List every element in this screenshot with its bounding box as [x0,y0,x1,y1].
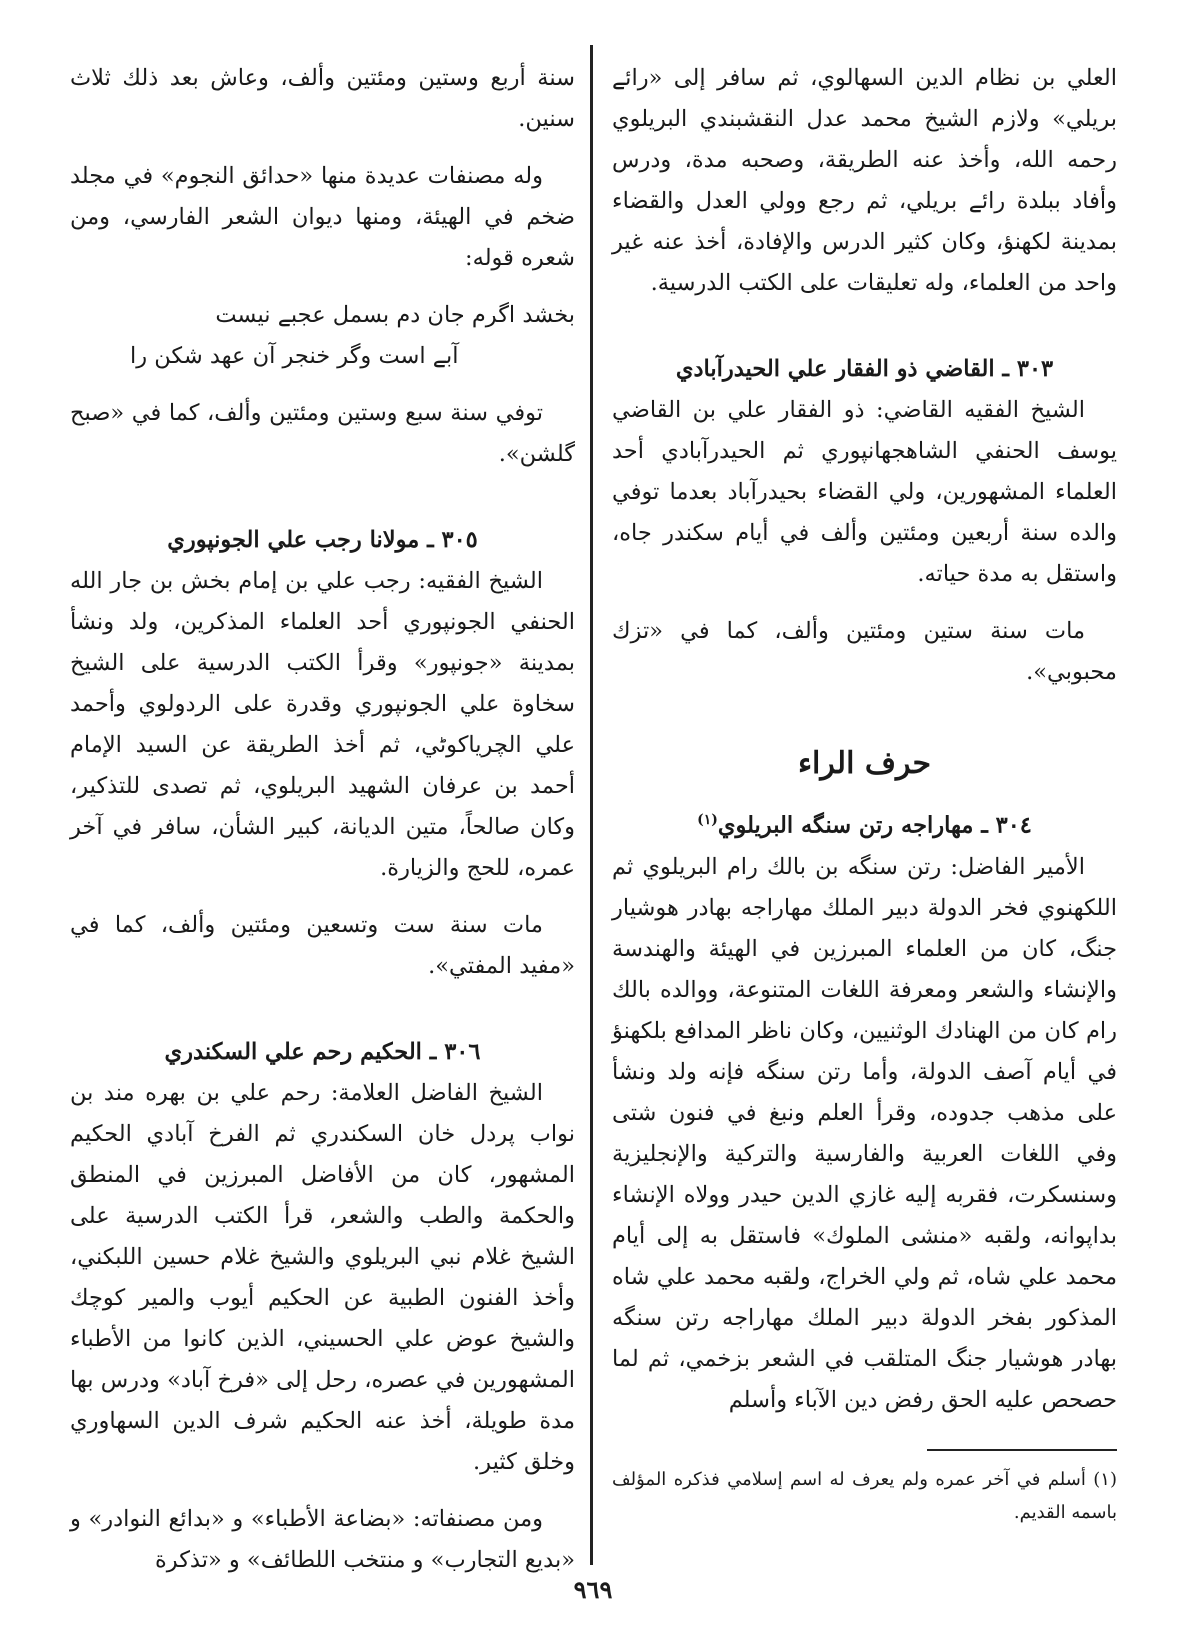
entry-heading-306: ٣٠٦ ـ الحكيم رحم علي السكندري [164,1039,481,1065]
paragraph: الأمير الفاضل: رتن سنگه بن بالك رام البريلوي ثم اللكهنوي فخر الدولة دبير الملك مهاراجه بهادر هوشيار جنگ، كان من العلماء المبرزين في الهيئة والهندسة والإنشاء والشعر ومعرفة اللغات المتنوعة، ووالده بالك رام كان من الهنادك الوثنيين، وكان ناظر المدافع بلكهنؤ في أيام آصف الدولة، وأما رتن سنگه فإنه ولد ونشأ على مذهب جدوده، وقرأ العلم ونبغ في فنون شتى وفي اللغات العربية والفارسية والتركية والإنجليزية وسنسكرت، فقربه إليه غازي الدين حيدر وولاه الإنشاء بداپوانه، ولقبه «منشى الملوك» فاستقل به إلى أيام محمد علي شاه، ثم ولي الخراج، ولقبه محمد علي شاه المذكور بفخر الدولة دبير الملك مهاراجه رتن سنگه بهادر هوشيار جنگ المتلقب في الشعر بزخمي، ثم لما حصحص عليه الحق رفض دين الآباء وأسلم [612,853,1117,1413]
poem [70,295,575,377]
entry-heading-303: ٣٠٣ ـ القاضي ذو الفقار علي الحيدرآبادي [675,356,1054,382]
chapter-heading: حرف الراء [797,746,932,781]
paragraph: العلي بن نظام الدين السهالوي، ثم سافر إلى «رائے بريلي» ولازم الشيخ محمد عدل النقشبندي البريلوي رحمه الله، وأخذ عنه الطريقة، وصحبه مدة، ودرس وأفاد ببلدة رائے بريلي، ثم رجع وولي العدل والقضاء بمدينة لكهنؤ، وكان كثير الدرس والإفادة، أخذ عنه غير واحد من العلماء، وله تعليقات على الكتب الدرسية. [612,65,1117,296]
paragraph: وله مصنفات عديدة منها «حدائق النجوم» في مجلد ضخم في الهيئة، ومنها ديوان الشعر الفارسي، ومن شعره قوله: [70,163,575,271]
footnote: (١) أسلم في آخر عمره ولم يعرف له اسم إسلامي فذكره المؤلف باسمه القديم. [612,1468,1117,1523]
left-column [70,58,575,1581]
column-divider [590,45,593,1565]
poem-line: آبے است وگر خنجر آن عهد شكن را [130,343,459,369]
entry-heading-305: ٣٠٥ ـ مولانا رجب علي الجونپوري [167,527,478,553]
paragraph: ومن مصنفاته: «بضاعة الأطباء» و «بدائع النوادر» و «بديع التجارب» و منتخب اللطائف» و «تذكرة [70,1506,575,1573]
paragraph: الشيخ الفقيه القاضي: ذو الفقار علي بن القاضي يوسف الحنفي الشاهجهانپوري ثم الحيدرآبادي أحد العلماء المشهورين، ولي القضاء بحيدرآباد بعدما توفي والده سنة أربعين ومئتين وألف في أيام سكندر جاه، واستقل به مدة حياته. [612,397,1117,587]
page-number: ٩٦٩ [573,1575,613,1604]
footnote-marker: (١) [697,812,718,828]
paragraph: مات سنة ستين ومئتين وألف، كما في «تزك محبوبي». [612,618,1117,685]
entry-heading-304 [612,799,1117,847]
right-column [612,58,1117,1529]
paragraph: الشيخ الفقيه: رجب علي بن إمام بخش بن جار الله الحنفي الجونپوري أحد العلماء المذكرين، ولد ونشأ بمدينة «جونپور» وقرأ الكتب الدرسية على الشيخ سخاوة علي الجونپوري وقدرة على الردولوي وأحمد علي الچرياكوٹي، ثم أخذ الطريقة عن السيد الإمام أحمد بن عرفان الشهيد البريلوي، ثم تصدى للتذكير، وكان صالحاً، متين الديانة، كبير الشأن، سافر في آخر عمره، للحج والزيارة. [70,568,575,881]
entry-heading-304-text: ٣٠٤ ـ مهاراجه رتن سنگه البريلوي [717,812,1032,839]
paragraph: توفي سنة سبع وستين ومئتين وألف، كما في «صبح گلشن». [70,400,575,467]
footnote-rule [927,1449,1117,1451]
paragraph: سنة أربع وستين ومئتين وألف، وعاش بعد ذلك ثلاث سنين. [70,65,575,132]
paragraph: مات سنة ست وتسعين ومئتين وألف، كما في «مفيد المفتي». [70,912,575,979]
paragraph: الشيخ الفاضل العلامة: رحم علي بن بهره مند بن نواب پردل خان السكندري ثم الفرخ آبادي الحكيم المشهور، كان من الأفاضل المبرزين في المنطق والحكمة والطب والشعر، قرأ الكتب الدرسية على الشيخ غلام نبي البريلوي والشيخ غلام حسين اللبكني، وأخذ الفنون الطبية عن الحكيم أيوب والمير كوچك والشيخ عوض علي الحسيني، الذين كانوا من الأطباء المشهورين في عصره، رحل إلى «فرخ آباد» ودرس بها مدة طويلة، أخذ عنه الحكيم شرف الدين السهاوري وخلق كثير. [70,1080,575,1475]
poem-line: بخشد اگرم جان دم بسمل عجبے نيست [215,302,575,328]
